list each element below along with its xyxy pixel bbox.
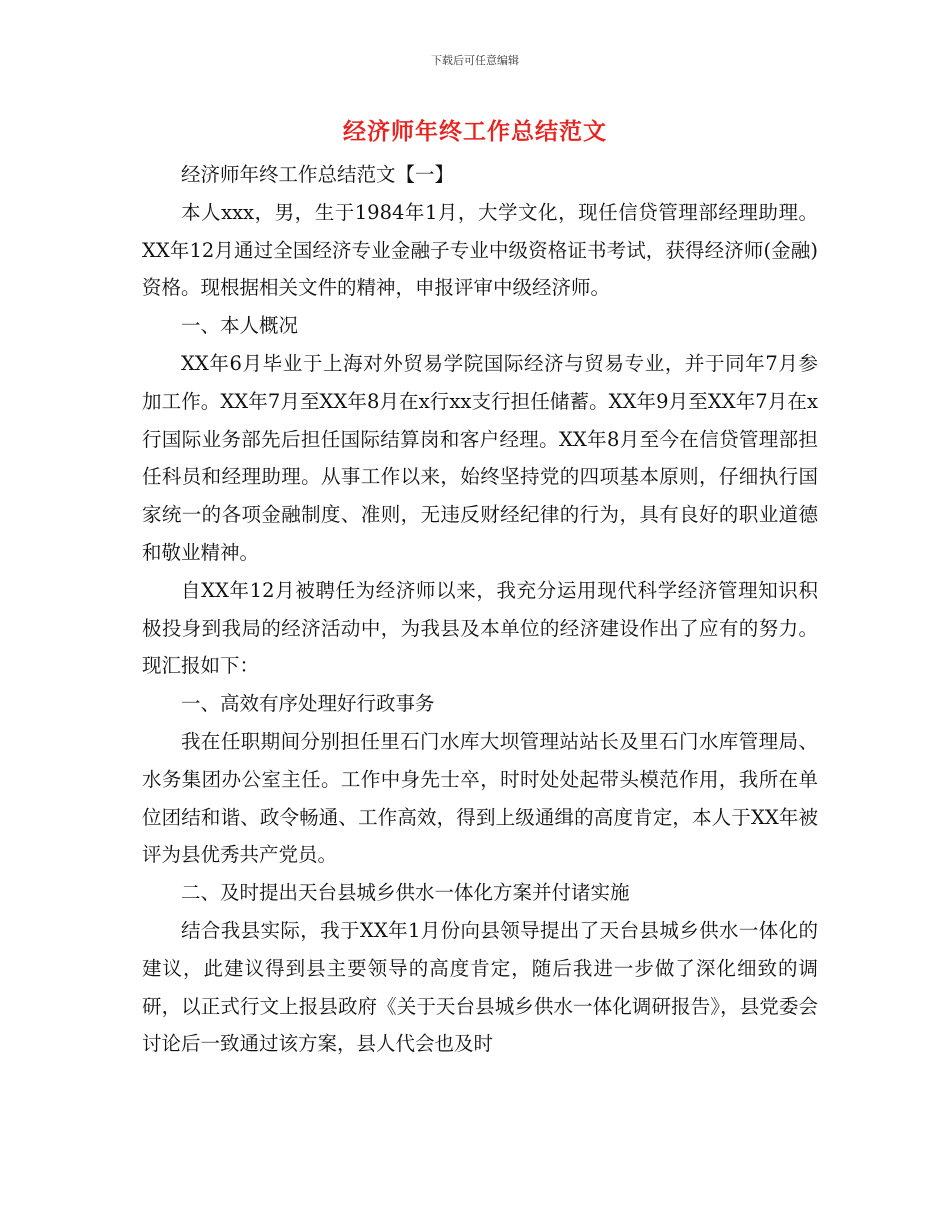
subheading: 二、及时提出天台县城乡供水一体化方案并付诸实施 [181, 881, 630, 905]
page-header-note: 下载后可任意编辑 [431, 54, 519, 67]
paragraph: 自XX年12月被聘任为经济师以来，我充分运用现代科学经济管理知识积极投身到我局的经济活动中，为我县及本单位的经济建设作出了应有的努力。现汇报如下： [142, 578, 818, 678]
paragraph: 结合我县实际，我于XX年1月份向县领导提出了天台县城乡供水一体化的建议，此建议得到县主要领导的高度肯定，随后我进一步做了深化细致的调研，以正式行文上报县政府《关于天台县城乡供水一体化调研报告》，县党委会讨论后一致通过该方案，县人代会也及时 [142, 918, 818, 1056]
subheading: 一、高效有序处理好行政事务 [181, 692, 435, 716]
section-heading: 经济师年终工作总结范文【一】 [181, 163, 455, 186]
paragraph: 本人xxx，男，生于1984年1月，大学文化，现任信贷管理部经理助理。XX年12月通过全国经济专业金融子专业中级资格证书考试，获得经济师(金融)资格。现根据相关文件的精神，申报评审中级经济师。 [142, 200, 818, 300]
paragraph: XX年6月毕业于上海对外贸易学院国际经济与贸易专业，并于同年7月参加工作。XX年7月至XX年8月在x行xx支行担任储蓄。XX年9月至XX年7月在x行国际业务部先后担任国际结算岗和客户经理。XX年8月至今在信贷管理部担任科员和经理助理。从事工作以来，始终坚持党的四项基本原则，仔细执行国家统一的各项金融制度、准则，无违反财经纪律的行为，具有良好的职业道德和敬业精神。 [142, 351, 818, 564]
paragraph: 我在任职期间分别担任里石门水库大坝管理站站长及里石门水库管理局、水务集团办公室主任。工作中身先士卒，时时处处起带头模范作用，我所在单位团结和谐、政令畅通、工作高效，得到上级通缉的高度肯定，本人于XX年被评为县优秀共产党员。 [142, 729, 818, 867]
document-body [142, 156, 818, 1063]
document-title: 经济师年终工作总结范文 [343, 119, 607, 145]
subheading: 一、本人概况 [181, 314, 299, 338]
